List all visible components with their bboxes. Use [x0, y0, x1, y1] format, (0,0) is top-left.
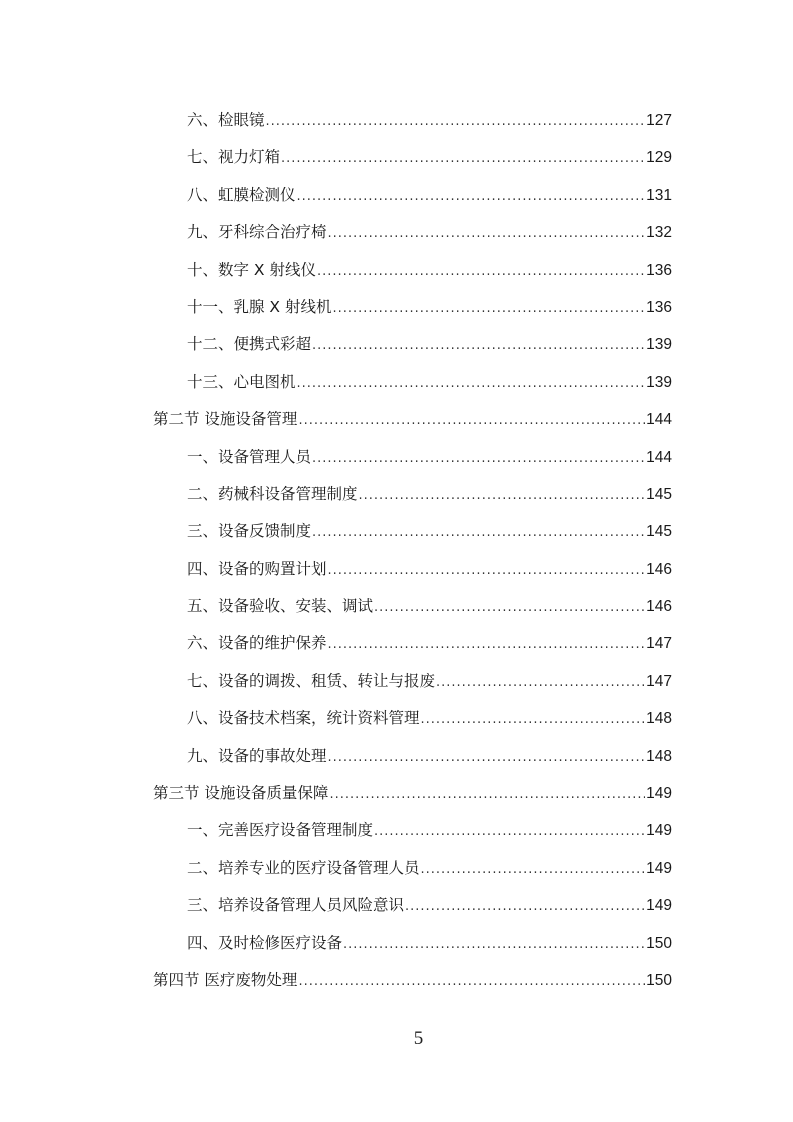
toc-entry-title: 五、设备验收、安装、调试 — [187, 597, 374, 616]
toc-entry-page: 144 — [646, 448, 672, 466]
toc-dot-leader — [328, 221, 646, 247]
toc-dot-leader — [266, 109, 646, 135]
toc-entry-title: 十一、乳腺 X 射线机 — [187, 297, 332, 316]
toc-entry-page: 145 — [646, 523, 672, 541]
toc-entry[interactable] — [153, 219, 672, 256]
toc-dot-leader — [374, 595, 645, 621]
toc-dot-leader — [436, 670, 645, 696]
toc-entry-title: 八、设备技术档案，统计资料管理 — [187, 709, 420, 728]
table-of-contents — [153, 107, 672, 1004]
toc-entry-title: 十二、便携式彩超 — [187, 335, 312, 354]
toc-entry-page: 148 — [646, 710, 672, 728]
toc-entry-page: 150 — [646, 934, 672, 952]
toc-dot-leader — [328, 558, 646, 584]
toc-dot-leader — [328, 745, 646, 771]
toc-dot-leader — [297, 371, 646, 397]
toc-entry-page: 149 — [646, 897, 672, 915]
toc-entry-page: 147 — [646, 635, 672, 653]
toc-entry[interactable] — [153, 444, 672, 481]
toc-dot-leader — [359, 483, 646, 509]
toc-entry[interactable] — [153, 855, 672, 892]
toc-section-heading[interactable] — [153, 406, 672, 443]
toc-entry-page: 147 — [646, 672, 672, 690]
toc-entry-title: 八、虹膜检测仪 — [187, 185, 296, 204]
toc-entry-page: 146 — [646, 560, 672, 578]
toc-entry-title: 三、设备反馈制度 — [187, 522, 312, 541]
toc-dot-leader — [405, 894, 645, 920]
toc-entry[interactable] — [153, 369, 672, 406]
toc-dot-leader — [298, 408, 645, 434]
toc-entry[interactable] — [153, 257, 672, 294]
toc-entry-page: 149 — [646, 859, 672, 877]
toc-entry-page: 144 — [646, 411, 672, 429]
toc-entry-title: 四、及时检修医疗设备 — [187, 933, 343, 952]
toc-dot-leader — [343, 932, 645, 958]
toc-entry-page: 149 — [646, 785, 672, 803]
toc-entry[interactable] — [153, 630, 672, 667]
toc-entry-title: 一、设备管理人员 — [187, 447, 312, 466]
toc-entry[interactable] — [153, 182, 672, 219]
toc-entry-title: 九、设备的事故处理 — [187, 746, 327, 765]
toc-entry[interactable] — [153, 518, 672, 555]
toc-entry-title: 十三、心电图机 — [187, 372, 296, 391]
toc-entry-title: 第二节 设施设备管理 — [153, 410, 298, 429]
toc-entry-title: 七、视力灯箱 — [187, 148, 281, 167]
toc-entry[interactable] — [153, 930, 672, 967]
toc-entry-page: 132 — [646, 224, 672, 242]
toc-entry-title: 第三节 设施设备质量保障 — [153, 784, 329, 803]
toc-entry-page: 127 — [646, 112, 672, 129]
toc-section-heading[interactable] — [153, 780, 672, 817]
toc-entry-page: 136 — [646, 261, 672, 279]
toc-entry[interactable] — [153, 817, 672, 854]
page-number: 5 — [413, 1028, 424, 1049]
toc-dot-leader — [421, 707, 646, 733]
toc-section-heading[interactable] — [153, 967, 672, 1004]
toc-entry-title: 第四节 医疗废物处理 — [153, 970, 298, 989]
toc-entry-title: 三、培养设备管理人员风险意识 — [187, 896, 405, 915]
toc-dot-leader — [374, 819, 645, 845]
toc-entry-page: 139 — [646, 373, 672, 391]
toc-entry-title: 十、数字 X 射线仪 — [187, 260, 316, 279]
toc-entry[interactable] — [153, 556, 672, 593]
toc-entry[interactable] — [153, 668, 672, 705]
toc-entry-page: 150 — [646, 971, 672, 989]
toc-entry[interactable] — [153, 107, 672, 144]
toc-entry-title: 六、检眼镜 — [187, 111, 265, 129]
toc-dot-leader — [329, 782, 645, 808]
toc-entry-page: 136 — [646, 298, 672, 316]
toc-entry-page: 146 — [646, 598, 672, 616]
toc-entry[interactable] — [153, 892, 672, 929]
toc-entry-page: 131 — [646, 186, 672, 204]
toc-entry[interactable] — [153, 705, 672, 742]
toc-entry-title: 九、牙科综合治疗椅 — [187, 223, 327, 242]
toc-dot-leader — [421, 857, 646, 883]
toc-entry[interactable] — [153, 294, 672, 331]
toc-dot-leader — [328, 632, 646, 658]
toc-entry-page: 139 — [646, 336, 672, 354]
toc-entry-title: 一、完善医疗设备管理制度 — [187, 821, 374, 840]
toc-entry-title: 六、设备的维护保养 — [187, 634, 327, 653]
toc-entry-page: 145 — [646, 485, 672, 503]
toc-entry-title: 四、设备的购置计划 — [187, 559, 327, 578]
toc-entry[interactable] — [153, 331, 672, 368]
toc-entry[interactable] — [153, 144, 672, 181]
toc-entry-title: 七、设备的调拨、租赁、转让与报废 — [187, 671, 436, 690]
toc-dot-leader — [298, 969, 645, 995]
toc-entry[interactable] — [153, 593, 672, 630]
toc-entry[interactable] — [153, 743, 672, 780]
toc-dot-leader — [317, 259, 645, 285]
toc-entry[interactable] — [153, 481, 672, 518]
toc-entry-title: 二、药械科设备管理制度 — [187, 484, 358, 503]
toc-dot-leader — [312, 333, 645, 359]
toc-dot-leader — [312, 520, 645, 546]
toc-dot-leader — [332, 296, 645, 322]
toc-entry-page: 148 — [646, 747, 672, 765]
toc-entry-title: 二、培养专业的医疗设备管理人员 — [187, 858, 420, 877]
toc-entry-page: 149 — [646, 822, 672, 840]
toc-entry-page: 129 — [646, 149, 672, 167]
toc-dot-leader — [297, 184, 646, 210]
toc-dot-leader — [312, 446, 645, 472]
toc-dot-leader — [281, 146, 645, 172]
